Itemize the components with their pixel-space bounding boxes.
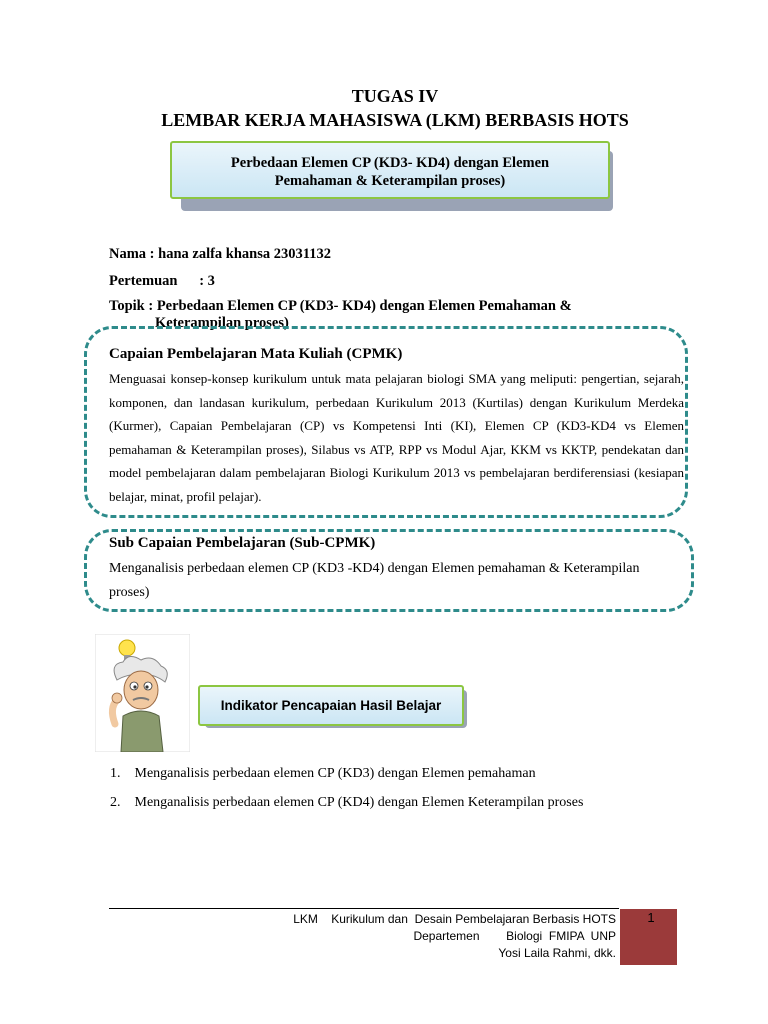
sub-cpmk-title: Sub Capaian Pembelajaran (Sub-CPMK)	[109, 535, 376, 551]
document-title: TUGAS IV	[351, 86, 439, 106]
meeting-number: Pertemuan : 3	[109, 273, 215, 289]
indicator-number: 1.	[110, 766, 121, 781]
sub-cpmk-text: Menganalisis perbedaan elemen CP (KD3 -KD4) dengan Elemen pemahaman & Keterampilan proses)	[109, 561, 640, 600]
document-subtitle: LEMBAR KERJA MAHASISWA (LKM) BERBASIS HOTS	[161, 110, 629, 130]
student-name: Nama : hana zalfa khansa 23031132	[109, 246, 331, 262]
footer-department: Departemen Biologi FMIPA UNP	[413, 929, 616, 943]
cpmk-text: Menguasai konsep-konsep kurikulum untuk mata pelajaran biologi SMA yang meliputi: pengertian, sejarah, komponen, dan landasan kurikulum, perbedaan Kurikulum 2013 (Kurtilas) dengan Kurikulum Merdeka (Kurmer), Capaian Pembelajaran (CP) vs Kompetensi Inti (KI), Elemen CP (KD3-KD4 vs Elemen pemahaman & Keterampilan proses), Silabus vs ATP, RPP vs Modul Ajar, KKM vs KKTP, pendekatan dan model pembelajaran dalam pembelajaran Biologi Kurikulum 2013 vs pembelajaran berdiferensiasi (kesiapan belajar, minat, profil pelajar).	[109, 371, 684, 504]
indicator-banner: Indikator Pencapaian Hasil Belajar	[198, 685, 464, 726]
topic-line-2: Keterampilan proses)	[155, 315, 289, 331]
footer-divider	[109, 908, 619, 909]
footer-course: LKM Kurikulum dan Desain Pembelajaran Berbasis HOTS	[293, 912, 616, 926]
indicator-item	[110, 766, 536, 782]
footer-author: Yosi Laila Rahmi, dkk.	[498, 946, 616, 960]
thinking-professor-icon	[95, 634, 190, 752]
indicator-number: 2.	[110, 795, 121, 810]
page-number: 1	[647, 910, 655, 925]
cpmk-title: Capaian Pembelajaran Mata Kuliah (CPMK)	[109, 346, 403, 362]
indicator-text: Menganalisis perbedaan elemen CP (KD4) dengan Elemen Keterampilan proses	[134, 795, 584, 810]
topic-line-1: Topik : Perbedaan Elemen CP (KD3- KD4) dengan Elemen Pemahaman &	[109, 298, 572, 314]
topic-banner	[170, 141, 610, 199]
indicator-item	[110, 795, 583, 811]
banner-line-1: Perbedaan Elemen CP (KD3- KD4) dengan Elemen	[230, 155, 550, 171]
banner-line-2: Pemahaman & Keterampilan proses)	[274, 173, 506, 189]
indicator-text: Menganalisis perbedaan elemen CP (KD3) dengan Elemen pemahaman	[134, 766, 536, 781]
